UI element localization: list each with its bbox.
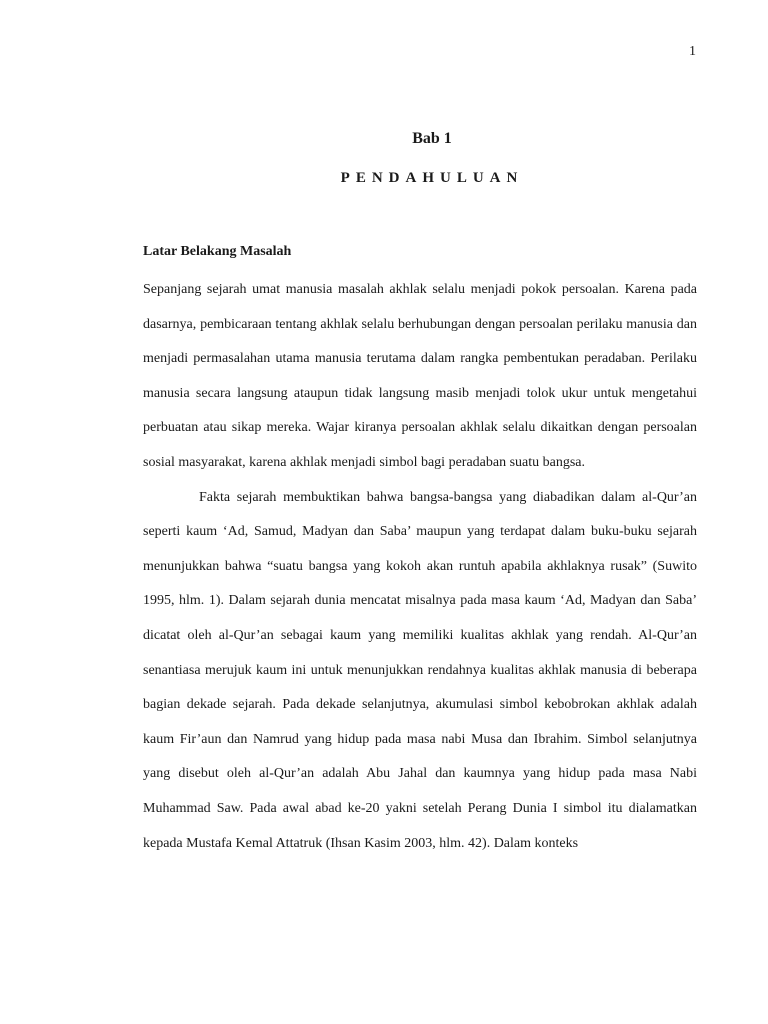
chapter-title: PENDAHULUAN xyxy=(340,170,524,186)
section-heading: Latar Belakang Masalah xyxy=(143,244,292,259)
body-text xyxy=(143,273,697,861)
chapter-number: Bab 1 xyxy=(412,130,452,147)
paragraph-2: Fakta sejarah membuktikan bahwa bangsa-bangsa yang diabadikan dalam al-Qur’an seperti kaum ‘Ad, Samud, Madyan dan Saba’ maupun yang terdapat dalam buku-buku sejarah menunjukkan bahwa “suatu bangsa yang kokoh akan runtuh apabila akhlaknya rusak” (Suwito 1995, hlm. 1). Dalam sejarah dunia mencatat misalnya pada masa kaum ‘Ad, Madyan dan Saba’ dicatat oleh al-Qur’an sebagai kaum yang memiliki kualitas akhlak yang rendah. Al-Qur’an senantiasa merujuk kaum ini untuk menunjukkan rendahnya kualitas akhlak manusia di beberapa bagian dekade sejarah. Pada dekade selanjutnya, akumulasi simbol kebobrokan akhlak adalah kaum Fir’aun dan Namrud yang hidup pada masa nabi Musa dan Ibrahim. Simbol selanjutnya yang disebut oleh al-Qur’an adalah Abu Jahal dan kaumnya yang hidup pada masa Nabi Muhammad Saw. Pada awal abad ke-20 yakni setelah Perang Dunia I simbol itu dialamatkan kepada Mustafa Kemal Attatruk (Ihsan Kasim 2003, hlm. 42). Dalam konteks xyxy=(143,489,697,851)
paragraph-1: Sepanjang sejarah umat manusia masalah akhlak selalu menjadi pokok persoalan. Karena pada dasarnya, pembicaraan tentang akhlak selalu berhubungan dengan persoalan perilaku manusia dan menjadi permasalahan utama manusia terutama dalam rangka pembentukan peradaban. Perilaku manusia secara langsung ataupun tidak langsung masib menjadi tolok ukur untuk mengetahui perbuatan atau sikap mereka. Wajar kiranya persoalan akhlak selalu dikaitkan dengan persoalan sosial masyarakat, karena akhlak menjadi simbol bagi peradaban suatu bangsa. xyxy=(143,282,697,470)
page-number: 1 xyxy=(689,44,696,59)
